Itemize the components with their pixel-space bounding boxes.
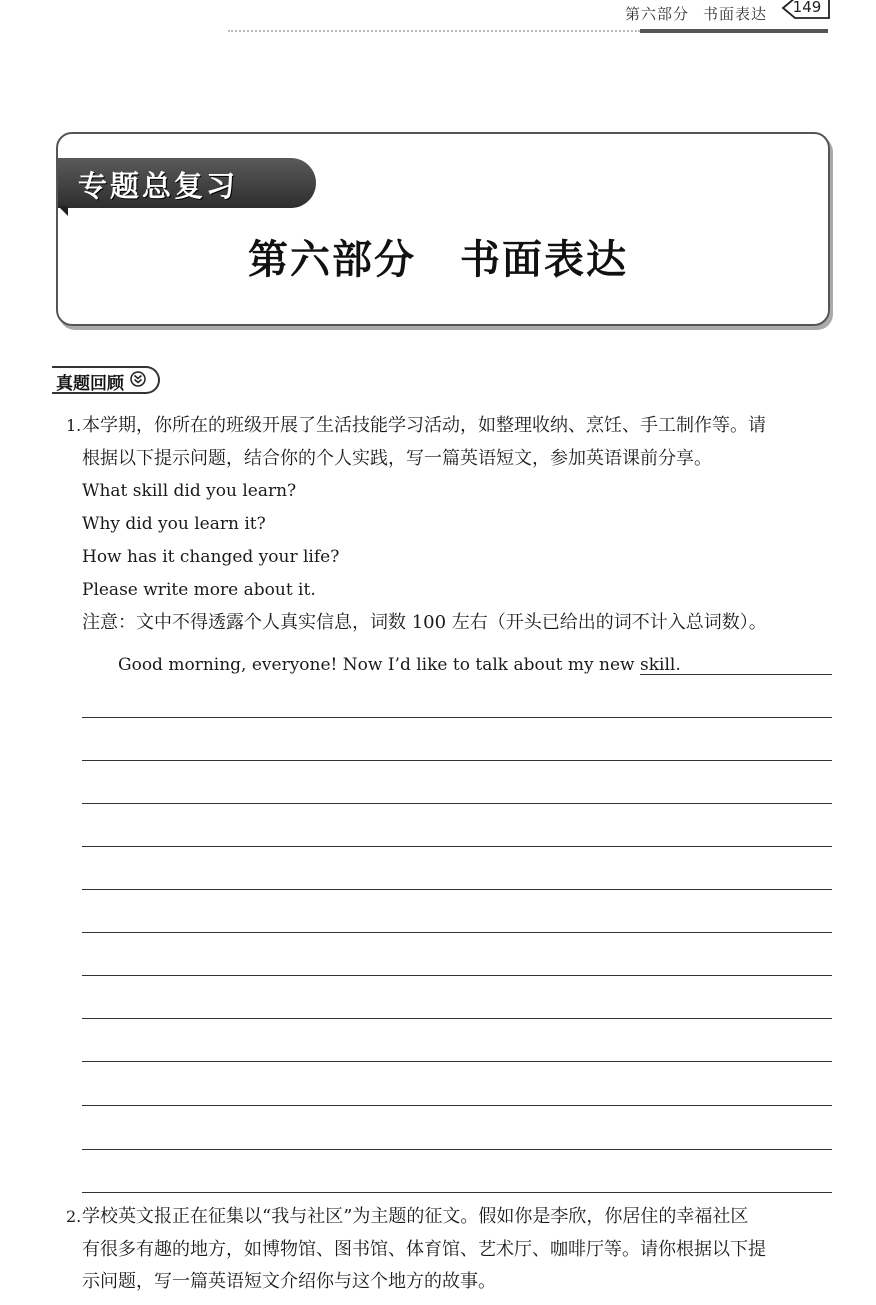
question-1-line-1 (66, 410, 766, 442)
running-header-text (625, 3, 767, 24)
writing-line[interactable] (82, 932, 832, 933)
question-1-number: 1. (66, 416, 82, 435)
question-2-line-2: 有很多有趣的地方，如博物馆、图书馆、体育馆、艺术厅、咖啡厅等。请你根据以下提 (82, 1239, 766, 1260)
page-number: 149 (792, 0, 822, 16)
running-header-topic: 书面表达 (703, 5, 768, 23)
writing-line[interactable] (82, 1061, 832, 1062)
section-tag-label: 真题回顾 (56, 374, 124, 394)
page-title-part: 第六部分 (248, 236, 416, 283)
prompt-2: Why did you learn it? (82, 514, 266, 534)
writing-line[interactable] (82, 760, 832, 761)
running-header-section: 第六部分 (625, 5, 690, 23)
writing-line[interactable] (82, 975, 832, 976)
essay-starter: Good morning, everyone! Now I’d like to talk about my new skill. (118, 655, 681, 675)
section-tag (52, 366, 160, 394)
question-1-note: 注意：文中不得透露个人真实信息，词数 100 左右（开头已给出的词不计入总词数）。 (82, 612, 767, 633)
ribbon-label: 专题总复习 (78, 169, 239, 203)
chapter-ribbon (58, 158, 316, 208)
ribbon-fold (58, 206, 68, 216)
question-1-line-2: 根据以下提示问题，结合你的个人实践，写一篇英语短文，参加英语课前分享。 (82, 448, 712, 469)
writing-line[interactable] (82, 717, 832, 718)
writing-line[interactable] (82, 889, 832, 890)
header-solid-rule (640, 29, 828, 33)
question-2-text-1: 学校英文报正在征集以“我与社区”为主题的征文。假如你是李欣，你居住的幸福社区 (82, 1206, 749, 1227)
writing-line[interactable] (82, 803, 832, 804)
writing-line[interactable] (82, 1018, 832, 1019)
writing-line[interactable] (82, 1105, 832, 1106)
question-1-text-1: 本学期，你所在的班级开展了生活技能学习活动，如整理收纳、烹饪、手工制作等。请 (82, 415, 766, 436)
writing-line-starter[interactable] (640, 674, 832, 675)
running-header (0, 0, 876, 40)
prompt-4: Please write more about it. (82, 580, 316, 600)
prompt-1: What skill did you learn? (82, 481, 297, 501)
page-title (248, 228, 628, 285)
question-2-line-3: 示问题，写一篇英语短文介绍你与这个地方的故事。 (82, 1271, 496, 1292)
writing-line[interactable] (82, 1192, 832, 1193)
double-chevron-down-icon (130, 371, 146, 387)
writing-line[interactable] (82, 846, 832, 847)
page-number-badge (781, 0, 831, 22)
prompt-3: How has it changed your life? (82, 547, 340, 567)
page-title-topic: 书面表达 (460, 236, 628, 283)
question-2-number: 2. (66, 1207, 82, 1226)
writing-line[interactable] (82, 1149, 832, 1150)
header-dotted-rule (228, 30, 640, 32)
question-2-line-1 (66, 1201, 749, 1233)
